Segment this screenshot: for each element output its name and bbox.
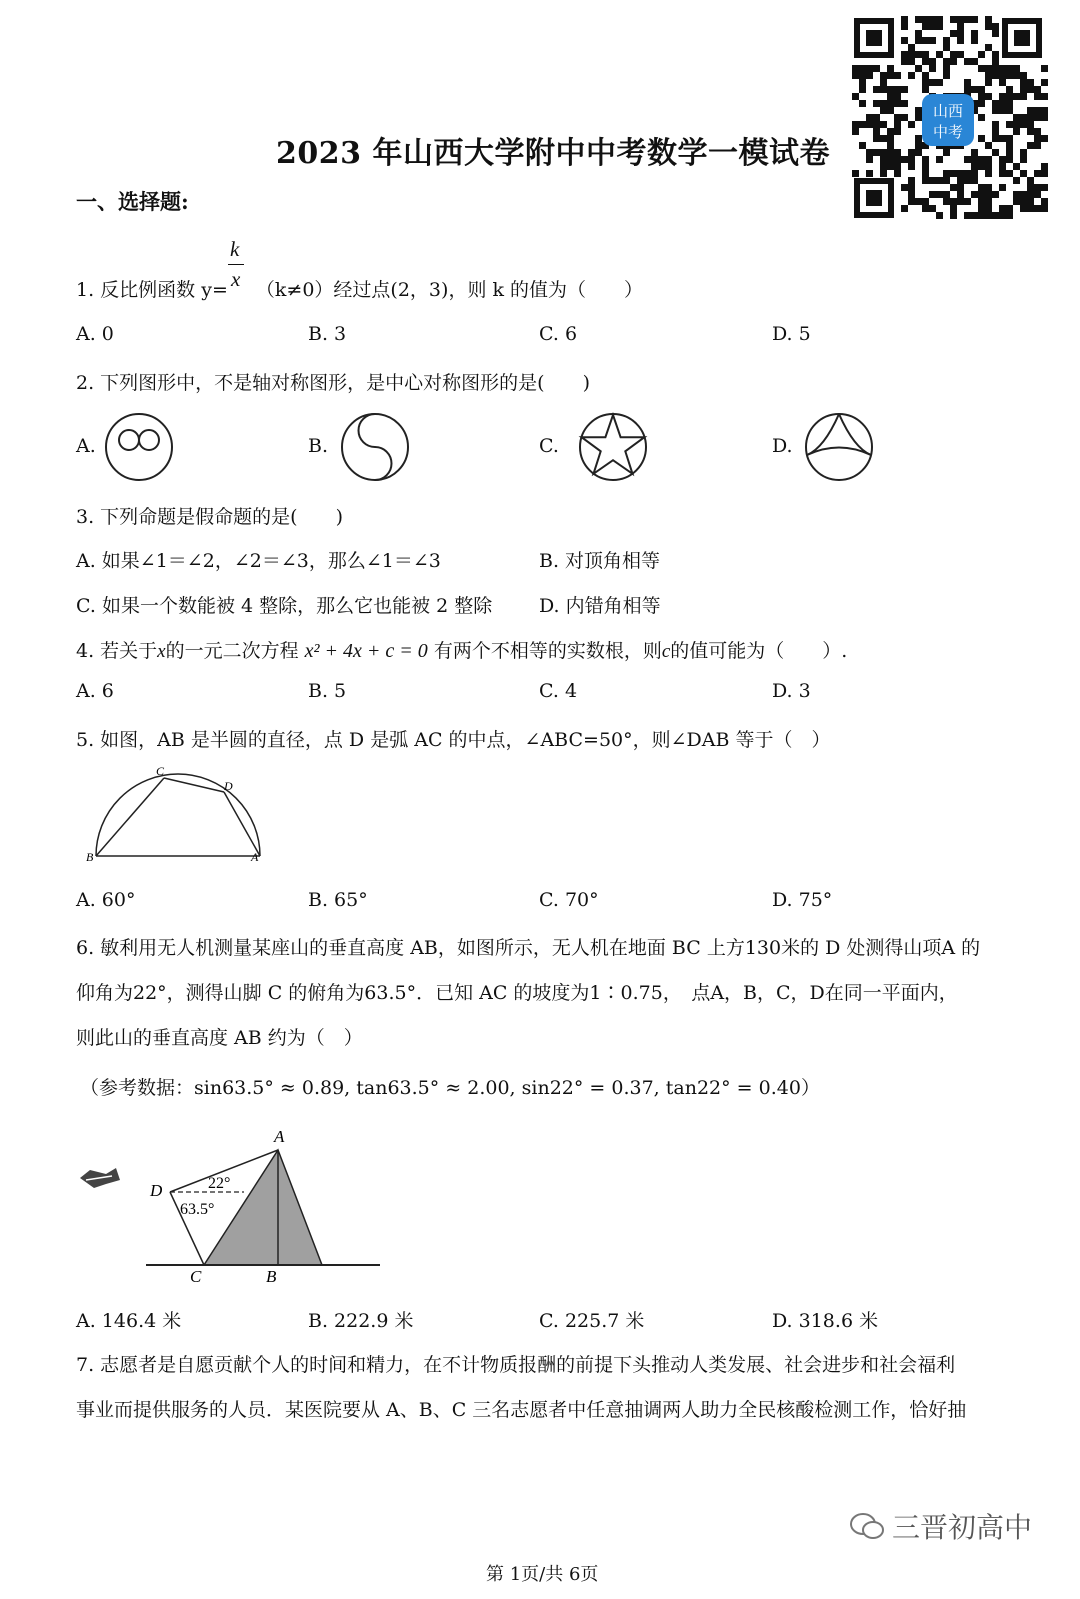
q3-option-b: B. 对顶角相等 (539, 550, 661, 572)
q6-option-d: D. 318.6 米 (772, 1310, 879, 1332)
q1-fraction-numerator: k (230, 237, 240, 261)
figure-three-arcs (802, 410, 876, 484)
qr-code (850, 14, 1046, 222)
page-title: 2023 年山西大学附中中考数学一模试卷 (276, 136, 830, 171)
q2-option-b: B. (308, 435, 329, 457)
q6-reference-data: （参考数据：sin63.5° ≈ 0.89, tan63.5° ≈ 2.00, sin22° = 0.37, tan22° = 0.40） (80, 1077, 820, 1099)
figure-semicircle (84, 762, 274, 872)
q4-equation: x² + 4x + c = 0 (304, 640, 428, 662)
q1-fraction-bar (228, 264, 244, 265)
q2-stem: 2. 下列图形中，不是轴对称图形，是中心对称图形的是( ) (76, 372, 590, 394)
q6-option-b: B. 222.9 米 (308, 1310, 414, 1332)
point-label-b: B (86, 850, 94, 864)
angle-label-63-5: 63.5° (180, 1201, 215, 1218)
section-heading: 一、选择题: (76, 189, 189, 214)
q5-option-d: D. 75° (772, 889, 833, 911)
page-number: 第 1页/共 6页 (486, 1564, 599, 1585)
q1-option-d: D. 5 (772, 323, 811, 345)
q4-stem: 4. 若关于x的一元二次方程 x² + 4x + c = 0 有两个不相等的实数根，则c的值可能为（ ）. (76, 640, 848, 662)
q6-line2: 仰角为22°，测得山脚 C 的俯角为63.5°．已知 AC 的坡度为1∶0.75， 点A，B，C，D在同一平面内， (76, 982, 958, 1004)
q7-line2: 事业而提供服务的人员．某医院要从 A、B、C 三名志愿者中任意抽调两人助力全民核酸检测工作，恰好抽 (76, 1399, 967, 1421)
q3-option-d: D. 内错角相等 (539, 595, 661, 617)
point-label-c: C (156, 764, 165, 778)
q6-option-c: C. 225.7 米 (539, 1310, 645, 1332)
figure-circle-with-heart (102, 410, 176, 484)
point-label-a: A (274, 1127, 285, 1146)
figure-star-in-circle (576, 410, 650, 484)
q1-fraction-denominator: x (231, 267, 241, 291)
q1-option-c: C. 6 (539, 323, 578, 345)
q5-option-c: C. 70° (539, 889, 599, 911)
watermark: 三晋初高中 (850, 1506, 1032, 1546)
q5-stem: 5. 如图，AB 是半圆的直径，点 D 是弧 AC 的中点，∠ABC=50°，则∠DAB 等于（ ） (76, 729, 831, 751)
wechat-icon (850, 1512, 884, 1540)
q2-option-a: A. (76, 435, 96, 457)
q2-option-d: D. (772, 435, 793, 457)
q4-option-b: B. 5 (308, 680, 347, 702)
point-label-c: C (190, 1267, 202, 1286)
q4-option-a: A. 6 (76, 680, 114, 702)
point-label-b: B (266, 1267, 277, 1286)
q6-line1: 6. 敏利用无人机测量某座山的垂直高度 AB，如图所示，无人机在地面 BC 上方130米的 D 处测得山项A 的 (76, 937, 981, 959)
q4-option-d: D. 3 (772, 680, 811, 702)
figure-drone-mountain (76, 1122, 386, 1292)
q5-option-b: B. 65° (308, 889, 368, 911)
q6-line3: 则此山的垂直高度 AB 约为（ ） (76, 1027, 363, 1049)
q5-option-a: A. 60° (76, 889, 136, 911)
q6-option-a: A. 146.4 米 (76, 1310, 182, 1332)
q1-option-b: B. 3 (308, 323, 347, 345)
point-label-a: A (251, 850, 259, 864)
q4-option-c: C. 4 (539, 680, 578, 702)
q3-stem: 3. 下列命题是假命题的是( ) (76, 506, 343, 528)
svg-text:中考: 中考 (932, 123, 964, 141)
angle-label-22: 22° (208, 1175, 231, 1192)
q1-option-a: A. 0 (76, 323, 114, 345)
q1-stem: 1. 反比例函数 y= （k≠0）经过点(2，3)，则 k 的值为（ ） (76, 279, 644, 301)
point-label-d: D (150, 1181, 163, 1200)
q7-line1: 7. 志愿者是自愿贡献个人的时间和精力，在不计物质报酬的前提下头推动人类发展、社会进步和社会福利 (76, 1354, 956, 1376)
q2-option-c: C. (539, 435, 559, 457)
svg-text:山西: 山西 (932, 102, 964, 120)
point-label-d: D (224, 779, 233, 793)
q3-option-a: A. 如果∠1＝∠2，∠2＝∠3，那么∠1＝∠3 (76, 550, 441, 572)
figure-yin-yang (338, 410, 412, 484)
q3-option-c: C. 如果一个数能被 4 整除，那么它也能被 2 整除 (76, 595, 493, 617)
